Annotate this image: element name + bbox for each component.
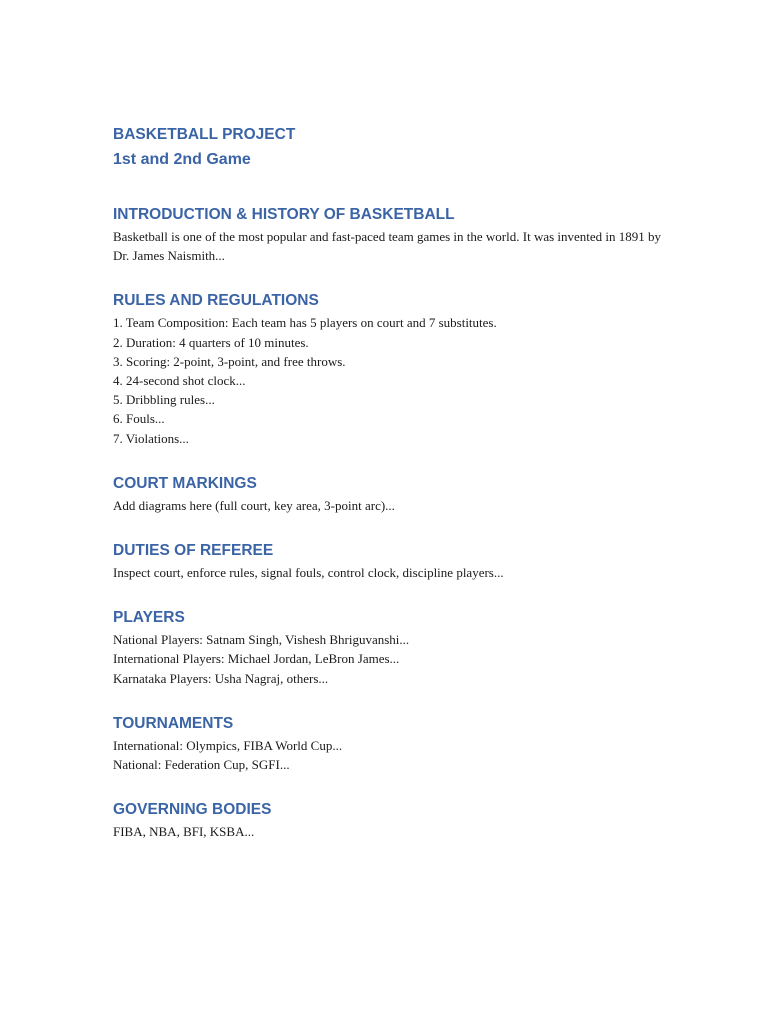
section-tournaments xyxy=(113,713,673,774)
section-heading-players: PLAYERS xyxy=(113,609,185,627)
section-players xyxy=(113,607,673,688)
rules-list-item: 5. Dribbling rules... xyxy=(113,392,215,408)
section-heading-court-markings: COURT MARKINGS xyxy=(113,474,257,492)
section-heading-referee-duties: DUTIES OF REFEREE xyxy=(113,542,274,560)
section-heading-rules: RULES AND REGULATIONS xyxy=(113,292,319,310)
court-markings-text: Add diagrams here (full court, key area, 3-point arc)... xyxy=(113,497,395,513)
section-court-markings xyxy=(113,473,673,515)
governing-bodies-text: FIBA, NBA, BFI, KSBA... xyxy=(113,824,255,840)
rules-list-item: 4. 24-second shot clock... xyxy=(113,373,246,389)
section-heading-introduction: INTRODUCTION & HISTORY OF BASKETBALL xyxy=(113,206,455,223)
document-body xyxy=(113,124,673,841)
rules-list-item: 6. Fouls... xyxy=(113,411,165,427)
players-line: Karnataka Players: Usha Nagraj, others... xyxy=(113,670,329,686)
section-heading-tournaments: TOURNAMENTS xyxy=(113,714,234,732)
tournaments-line: National: Federation Cup, SGFI... xyxy=(113,757,290,773)
rules-list-item: 3. Scoring: 2-point, 3-point, and free throws. xyxy=(113,353,346,369)
rules-list-item: 2. Duration: 4 quarters of 10 minutes. xyxy=(113,334,309,350)
document-title: BASKETBALL PROJECT xyxy=(113,126,296,143)
introduction-text: Basketball is one of the most popular and fast-paced team games in the world. It was invented in 1891 by Dr. James Naismith... xyxy=(113,229,662,264)
section-governing-bodies xyxy=(113,799,673,841)
tournaments-line: International: Olympics, FIBA World Cup... xyxy=(113,737,343,753)
rules-list-item: 7. Violations... xyxy=(113,430,189,446)
section-rules xyxy=(113,290,673,447)
document-subtitle: 1st and 2nd Game xyxy=(113,151,251,168)
referee-duties-text: Inspect court, enforce rules, signal fouls, control clock, discipline players... xyxy=(113,565,504,581)
rules-list xyxy=(113,313,673,447)
rules-list-item: 1. Team Composition: Each team has 5 players on court and 7 substitutes. xyxy=(113,315,497,331)
section-referee-duties xyxy=(113,540,673,582)
players-line: National Players: Satnam Singh, Vishesh Bhriguvanshi... xyxy=(113,632,410,648)
players-line: International Players: Michael Jordan, LeBron James... xyxy=(113,651,400,667)
section-introduction xyxy=(113,204,673,265)
section-heading-governing-bodies: GOVERNING BODIES xyxy=(113,801,272,819)
